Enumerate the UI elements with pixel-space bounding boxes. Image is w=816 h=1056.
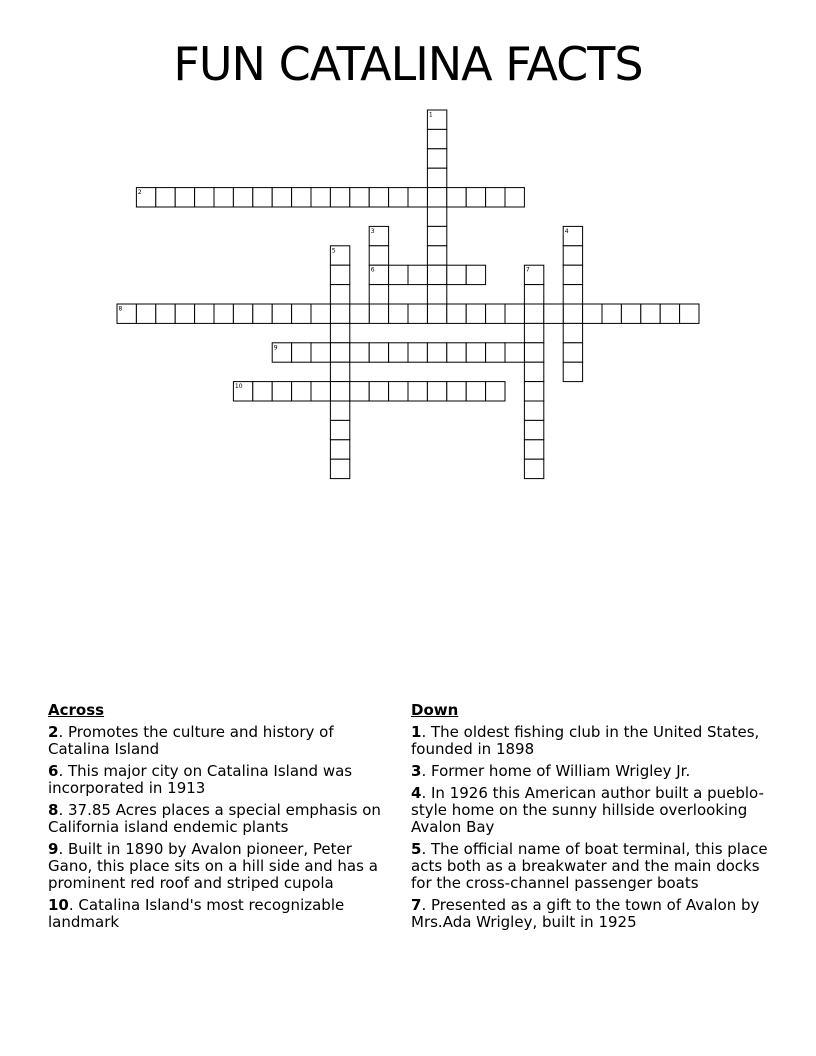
grid-cell[interactable]: [272, 382, 291, 401]
cell-number: 4: [564, 227, 569, 235]
grid-cell[interactable]: [311, 382, 330, 401]
grid-cell[interactable]: [486, 304, 505, 323]
grid-cell[interactable]: [330, 401, 349, 420]
clue-number: 9: [48, 840, 59, 858]
grid-cell[interactable]: [330, 285, 349, 304]
clue-text: Former home of William Wrigley Jr.: [430, 762, 691, 780]
cell-number: 3: [370, 227, 375, 235]
grid-cell[interactable]: [369, 246, 388, 265]
grid-cell[interactable]: [466, 343, 485, 362]
across-clue: [48, 841, 400, 892]
grid-cell[interactable]: [369, 304, 388, 323]
clue-number: 10: [48, 896, 69, 914]
grid-cell[interactable]: [408, 265, 427, 284]
grid-cell[interactable]: [447, 382, 466, 401]
clue-dot: .: [58, 723, 68, 741]
grid-cell[interactable]: [136, 304, 155, 323]
across-clue: [48, 897, 400, 931]
clue-text: Built in 1890 by Avalon pioneer, Peter Gano, this place sits on a hill side and has a prominent red roof and striped cupola: [48, 840, 378, 892]
grid-cell[interactable]: [563, 323, 582, 342]
grid-cell[interactable]: [311, 188, 330, 207]
grid-cell[interactable]: [408, 304, 427, 323]
across-clue: [48, 763, 400, 797]
cell-number: 9: [273, 344, 278, 352]
grid-cell[interactable]: [427, 343, 446, 362]
puzzle-title: FUN CATALINA FACTS: [173, 37, 643, 91]
down-clues: [411, 702, 783, 936]
cell-number: 5: [331, 247, 336, 255]
grid-cell[interactable]: [292, 343, 311, 362]
grid-cell[interactable]: [408, 343, 427, 362]
grid-cell[interactable]: [680, 304, 699, 323]
grid-cell[interactable]: [505, 188, 524, 207]
grid-cell[interactable]: [253, 304, 272, 323]
clue-dot: .: [68, 896, 79, 914]
clue-number: 3: [411, 762, 422, 780]
grid-cell[interactable]: [175, 188, 194, 207]
grid-cell[interactable]: [524, 440, 543, 459]
clue-number: 8: [48, 801, 59, 819]
grid-cell[interactable]: [156, 304, 175, 323]
grid-cell[interactable]: [195, 304, 214, 323]
grid-cell[interactable]: [505, 304, 524, 323]
grid-cell[interactable]: [330, 362, 349, 381]
grid-cell[interactable]: [195, 188, 214, 207]
grid-cell[interactable]: [563, 362, 582, 381]
grid-cell[interactable]: [524, 304, 543, 323]
grid-cell[interactable]: [427, 226, 446, 245]
grid-cell[interactable]: [389, 304, 408, 323]
grid-cell[interactable]: [389, 382, 408, 401]
cell-number: 7: [525, 266, 530, 274]
grid-cell[interactable]: [602, 304, 621, 323]
grid-cell[interactable]: [583, 304, 602, 323]
grid-cell[interactable]: [350, 343, 369, 362]
grid-cell[interactable]: [272, 304, 291, 323]
grid-cell[interactable]: [350, 382, 369, 401]
grid-cell[interactable]: [427, 265, 446, 284]
clue-text: The official name of boat terminal, this place acts both as a breakwater and the main docks for the cross-channel passenger boats: [411, 840, 768, 892]
grid-cell[interactable]: [369, 382, 388, 401]
cell-number: 10: [234, 383, 243, 391]
clue-dot: .: [58, 762, 68, 780]
down-clue: [411, 897, 783, 931]
down-clue: [411, 763, 783, 780]
grid-cell[interactable]: [330, 265, 349, 284]
grid-cell[interactable]: [369, 285, 388, 304]
grid-cell[interactable]: [292, 382, 311, 401]
grid-cell[interactable]: [563, 304, 582, 323]
down-clue: [411, 841, 783, 892]
grid-cell[interactable]: [486, 382, 505, 401]
clue-text: The oldest fishing club in the United States, founded in 1898: [411, 723, 760, 758]
clue-text: This major city on Catalina Island was incorporated in 1913: [48, 762, 353, 797]
grid-cell[interactable]: [330, 420, 349, 439]
grid-cell[interactable]: [447, 343, 466, 362]
grid-cell[interactable]: [660, 304, 679, 323]
grid-cell[interactable]: [330, 304, 349, 323]
clue-number: 2: [48, 723, 59, 741]
cell-number: 2: [137, 189, 142, 197]
grid-cell[interactable]: [292, 188, 311, 207]
grid-cell[interactable]: [253, 382, 272, 401]
grid-cell[interactable]: [175, 304, 194, 323]
grid-cell[interactable]: [214, 188, 233, 207]
grid-cell[interactable]: [272, 188, 291, 207]
grid-cell[interactable]: [311, 304, 330, 323]
grid-cell[interactable]: [524, 343, 543, 362]
grid-cell[interactable]: [524, 420, 543, 439]
clue-text: 37.85 Acres places a special emphasis on California island endemic plants: [48, 801, 381, 836]
across-clue: [48, 802, 400, 836]
grid-cell[interactable]: [408, 188, 427, 207]
cell-number: 1: [428, 111, 433, 119]
grid-cell[interactable]: [350, 188, 369, 207]
grid-cell[interactable]: [311, 343, 330, 362]
clue-dot: .: [58, 801, 68, 819]
clue-text: Catalina Island's most recognizable landmark: [48, 896, 345, 931]
grid-cell[interactable]: [563, 246, 582, 265]
grid-cell[interactable]: [389, 265, 408, 284]
grid-cell[interactable]: [253, 188, 272, 207]
clue-number: 1: [411, 723, 422, 741]
grid-cell[interactable]: [563, 285, 582, 304]
grid-cell[interactable]: [330, 440, 349, 459]
grid-cell[interactable]: [524, 459, 543, 478]
grid-cell[interactable]: [641, 304, 660, 323]
grid-cell[interactable]: [486, 188, 505, 207]
grid-cell[interactable]: [292, 304, 311, 323]
grid-cell[interactable]: [369, 188, 388, 207]
grid-cell[interactable]: [427, 304, 446, 323]
grid-cell[interactable]: [466, 265, 485, 284]
grid-cell[interactable]: [233, 304, 252, 323]
grid-cell[interactable]: [389, 343, 408, 362]
grid-cell[interactable]: [427, 168, 446, 187]
clue-number: 4: [411, 784, 422, 802]
grid-cell[interactable]: [524, 401, 543, 420]
clue-number: 5: [411, 840, 422, 858]
across-clue: [48, 724, 400, 758]
clue-text: Promotes the culture and history of Catalina Island: [48, 723, 334, 758]
clue-dot: .: [421, 762, 431, 780]
clue-number: 7: [411, 896, 422, 914]
grid-cell[interactable]: [427, 285, 446, 304]
clue-dot: .: [58, 840, 68, 858]
grid-cell[interactable]: [524, 285, 543, 304]
grid-cell[interactable]: [621, 304, 640, 323]
grid-cell[interactable]: [156, 188, 175, 207]
grid-cell[interactable]: [427, 382, 446, 401]
grid-cell[interactable]: [427, 246, 446, 265]
grid-cell[interactable]: [330, 382, 349, 401]
grid-cell[interactable]: [486, 343, 505, 362]
across-heading: Across: [48, 701, 105, 719]
down-clue: [411, 724, 783, 758]
grid-cell[interactable]: [447, 265, 466, 284]
cell-number: 6: [370, 266, 375, 274]
cell-number: 8: [118, 305, 123, 313]
grid-cell[interactable]: [466, 382, 485, 401]
crossword-grid: [0, 0, 816, 520]
grid-cell[interactable]: [389, 188, 408, 207]
grid-cell[interactable]: [524, 362, 543, 381]
grid-cell[interactable]: [427, 149, 446, 168]
grid-cell[interactable]: [447, 304, 466, 323]
grid-cell[interactable]: [563, 265, 582, 284]
grid-cell[interactable]: [505, 343, 524, 362]
grid-cell[interactable]: [427, 188, 446, 207]
grid-cell[interactable]: [330, 343, 349, 362]
grid-cell[interactable]: [408, 382, 427, 401]
grid-cell[interactable]: [427, 207, 446, 226]
grid-cell[interactable]: [214, 304, 233, 323]
clue-number: 6: [48, 762, 59, 780]
clue-text: Presented as a gift to the town of Avalon by Mrs.Ada Wrigley, built in 1925: [411, 896, 760, 931]
grid-cell[interactable]: [563, 343, 582, 362]
grid-cell[interactable]: [524, 382, 543, 401]
grid-cell[interactable]: [427, 129, 446, 148]
grid-cell[interactable]: [330, 188, 349, 207]
down-clue: [411, 785, 783, 836]
grid-cell[interactable]: [330, 459, 349, 478]
grid-cell[interactable]: [369, 343, 388, 362]
grid-cell[interactable]: [350, 304, 369, 323]
grid-cell[interactable]: [330, 323, 349, 342]
clue-dot: .: [421, 784, 431, 802]
clue-text: In 1926 this American author built a pueblo-style home on the sunny hillside overlooking Avalon Bay: [411, 784, 764, 836]
grid-cell[interactable]: [544, 304, 563, 323]
across-clues: [48, 702, 400, 936]
grid-cell[interactable]: [233, 188, 252, 207]
clue-dot: .: [421, 723, 431, 741]
grid-cell[interactable]: [524, 323, 543, 342]
clue-dot: .: [421, 840, 431, 858]
grid-cell[interactable]: [447, 188, 466, 207]
grid-cell[interactable]: [466, 188, 485, 207]
grid-cell[interactable]: [466, 304, 485, 323]
clue-dot: .: [421, 896, 431, 914]
down-heading: Down: [411, 701, 459, 719]
